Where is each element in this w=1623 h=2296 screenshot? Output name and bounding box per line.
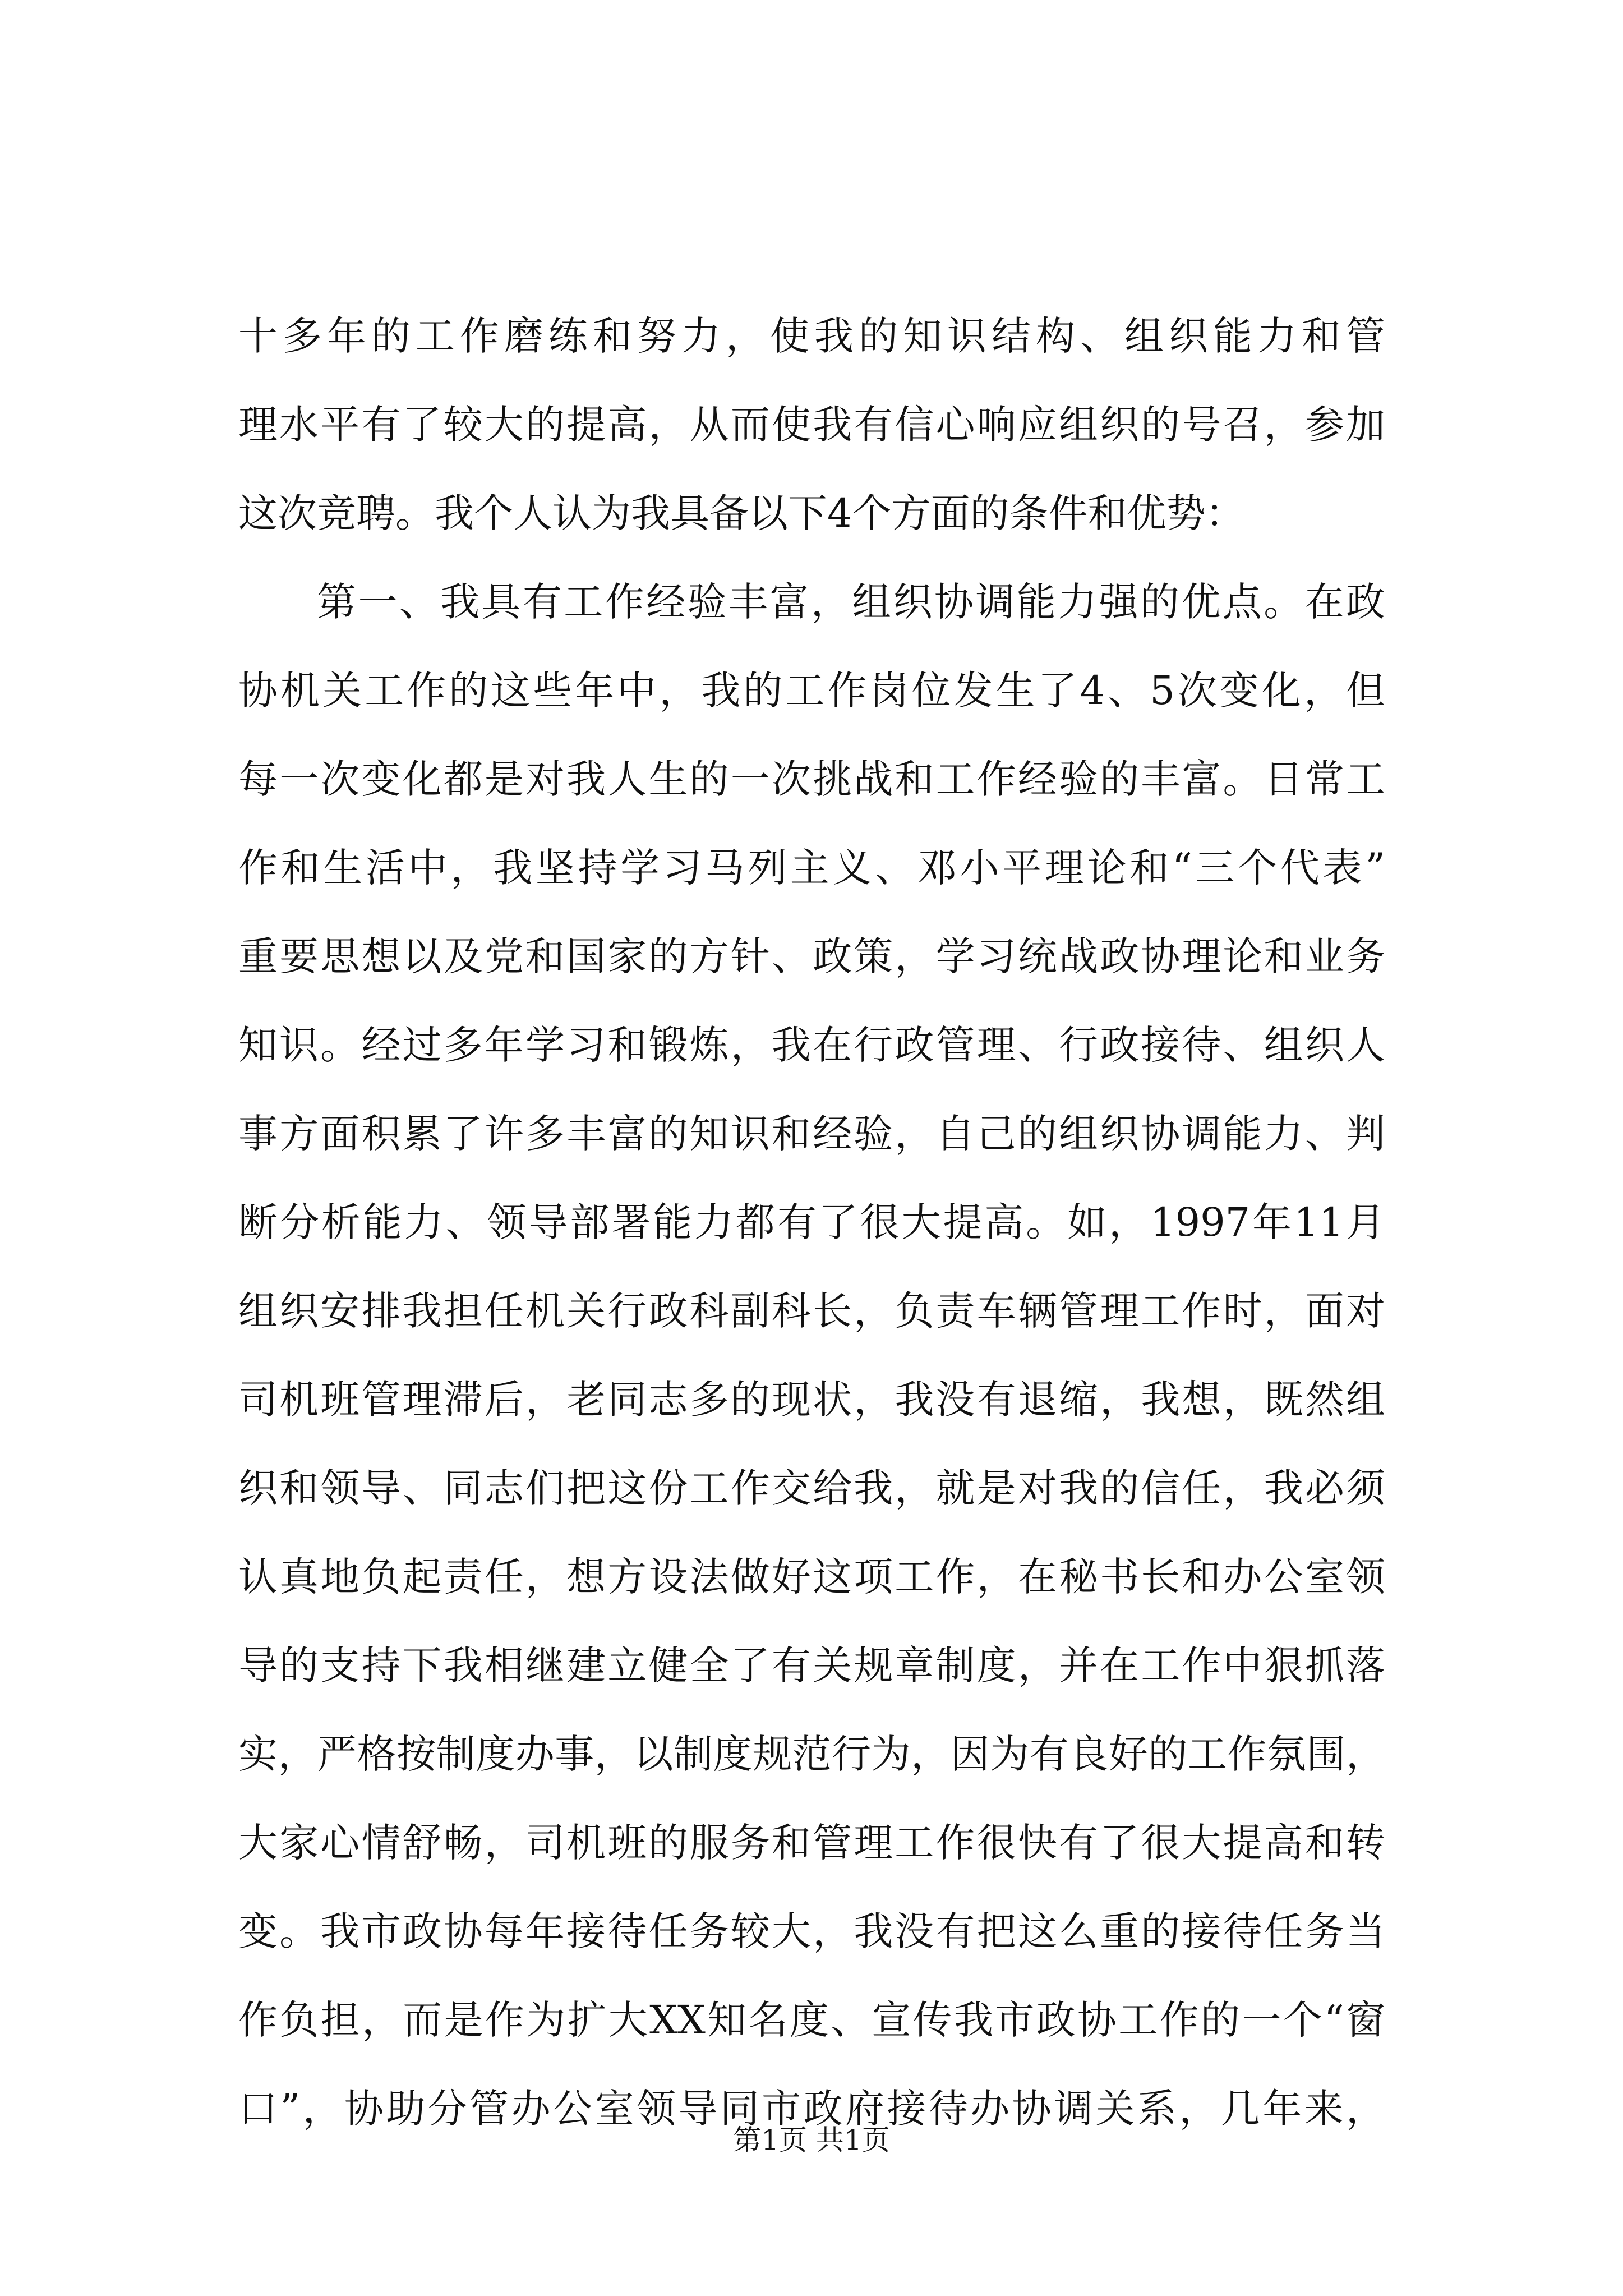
text-line: 十多年的工作磨练和努力，使我的知识结构、组织能力和管 [238, 313, 1385, 359]
document-body [238, 292, 1385, 2153]
text-line: 司机班管理滞后，老同志多的现状，我没有退缩，我想，既然组 [238, 1377, 1385, 1423]
text-line: 事方面积累了许多丰富的知识和经验，自己的组织协调能力、判 [238, 1111, 1385, 1157]
text-line: 知识。经过多年学习和锻炼，我在行政管理、行政接待、组织人 [238, 1022, 1385, 1068]
text-line: 作和生活中，我坚持学习马列主义、邓小平理论和“三个代表” [238, 845, 1385, 891]
page-footer: 第1页 共1页 [733, 2124, 890, 2156]
text-line: 重要思想以及党和国家的方针、政策，学习统战政协理论和业务 [238, 933, 1385, 979]
text-line: 实，严格按制度办事，以制度规范行为，因为有良好的工作氛围， [238, 1731, 1385, 1777]
text-line: 织和领导、同志们把这份工作交给我，就是对我的信任，我必须 [238, 1465, 1385, 1511]
text-line: 口”，协助分管办公室领导同市政府接待办协调关系，几年来， [238, 2086, 1385, 2132]
text-line: 第一、我具有工作经验丰富，组织协调能力强的优点。在政 [317, 579, 1385, 625]
text-line: 大家心情舒畅，司机班的服务和管理工作很快有了很大提高和转 [238, 1820, 1385, 1866]
text-line: 断分析能力、领导部署能力都有了很大提高。如，1997年11月 [238, 1199, 1385, 1245]
text-line: 导的支持下我相继建立健全了有关规章制度，并在工作中狠抓落 [238, 1642, 1385, 1688]
text-line: 理水平有了较大的提高，从而使我有信心响应组织的号召，参加 [238, 402, 1385, 448]
text-line: 这次竞聘。我个人认为我具备以下4个方面的条件和优势： [238, 490, 1245, 536]
text-line: 变。我市政协每年接待任务较大，我没有把这么重的接待任务当 [238, 1908, 1385, 1954]
text-line: 组织安排我担任机关行政科副科长，负责车辆管理工作时，面对 [238, 1288, 1385, 1334]
text-line: 每一次变化都是对我人生的一次挑战和工作经验的丰富。日常工 [238, 756, 1385, 802]
text-line: 认真地负起责任，想方设法做好这项工作，在秘书长和办公室领 [238, 1554, 1385, 1600]
text-line: 协机关工作的这些年中，我的工作岗位发生了4、5次变化，但 [238, 668, 1385, 714]
text-line: 作负担，而是作为扩大XX知名度、宣传我市政协工作的一个“窗 [238, 1997, 1385, 2043]
